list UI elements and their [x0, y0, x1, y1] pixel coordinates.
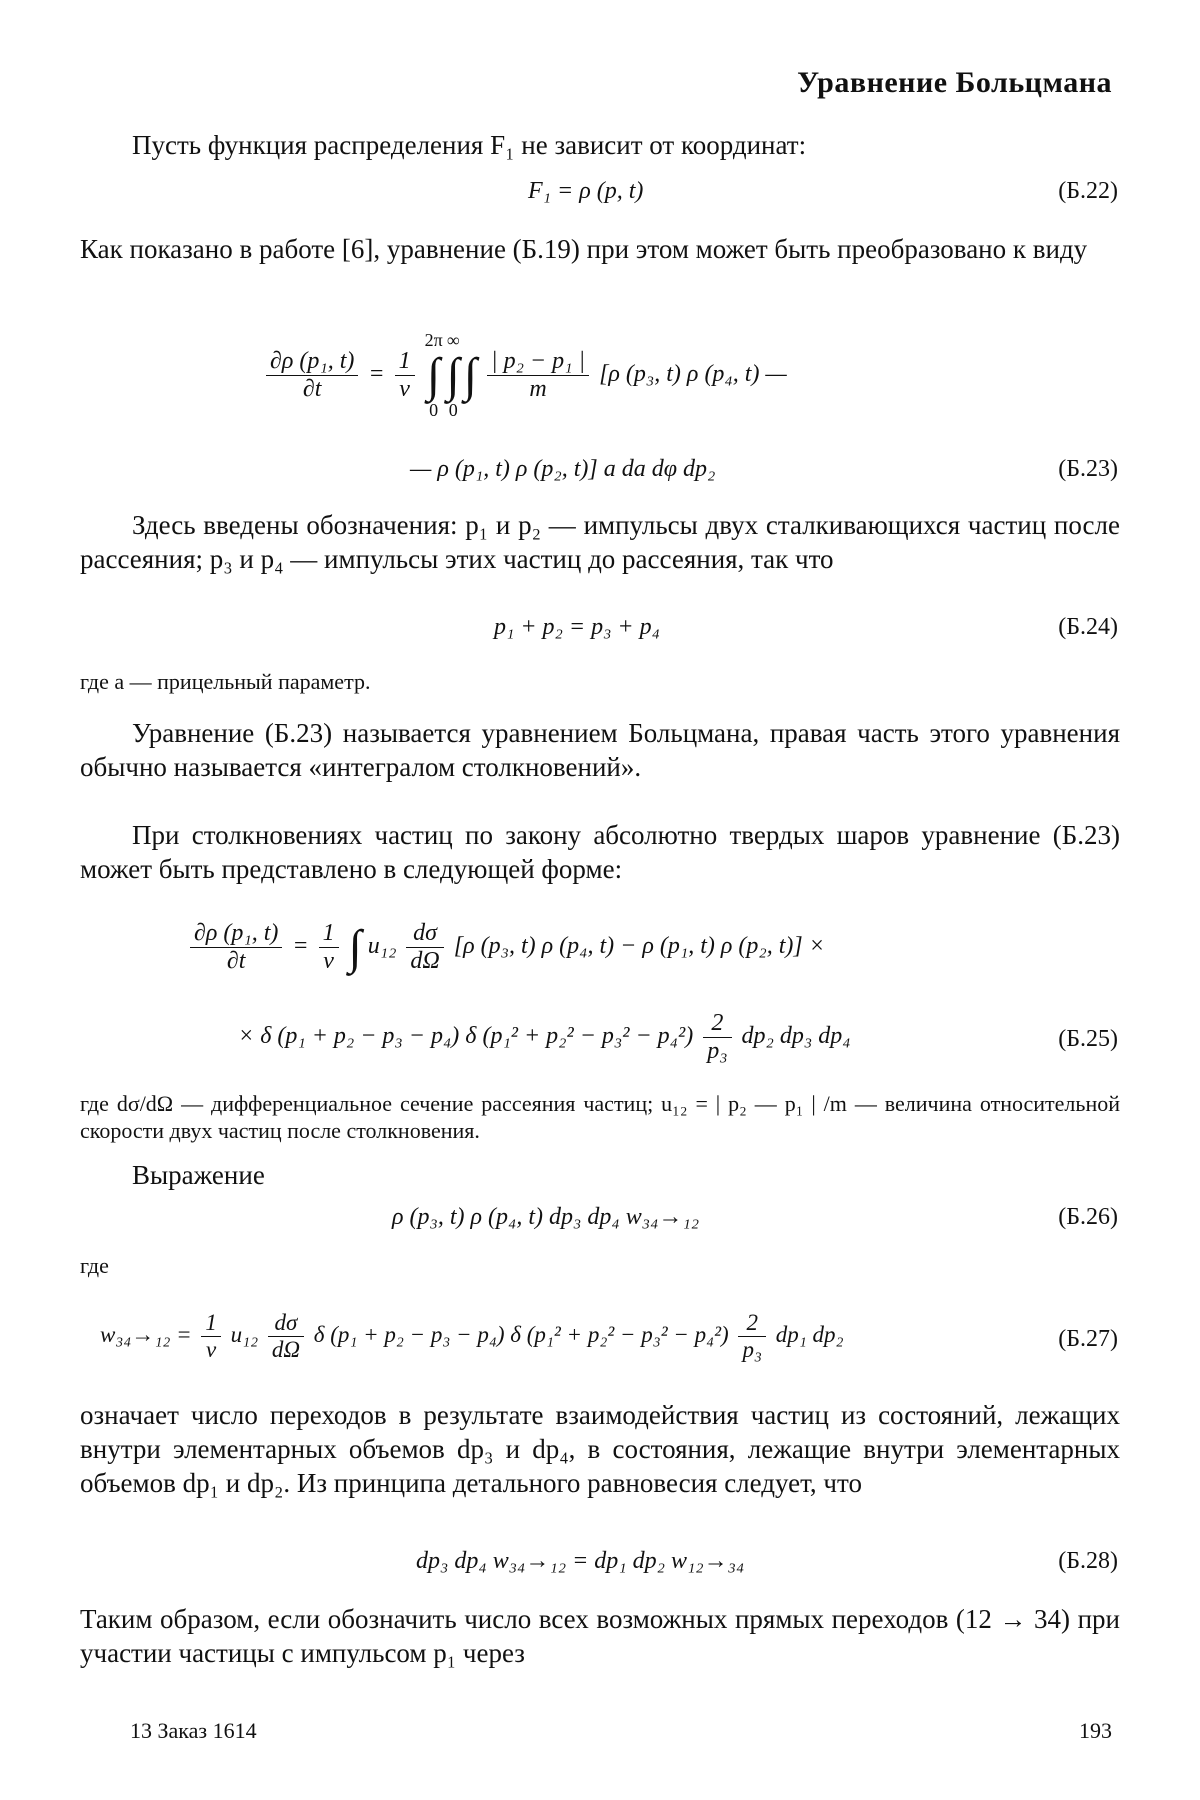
integral-sign: ∫ — [348, 920, 362, 974]
fraction-momentum: $\frac{\text{| p₂ − p₁ |}}{m}$ — [487, 348, 589, 403]
paragraph-4: где a — прицельный параметр. — [80, 669, 371, 694]
integral-limits-1: 2π ∫ 0 — [424, 330, 443, 420]
paragraph-7: где dσ/dΩ — дифференциальное сечение рассеяния частиц; u₁₂ = | p₂ — p₁ | /m — величина относительной скорости двух частиц после столкновения. — [80, 1091, 1120, 1143]
equation-b25-line1: $\frac{\text{∂ρ (p₁, t)}}{\partial t}$ = $\frac{1}{v}$ ∫ u₁₂ $\frac{d\sigma}{d\Omega}$ [ρ (p₃, t) ρ (p₄, t) − ρ (p₁, t) ρ (p₂, t)] × — [186, 920, 825, 975]
equation-b27: w₃₄→₁₂ = $\frac{1}{v}$ u₁₂ $\frac{d\sigma}{d\Omega}$ δ (p₁ + p₂ − p₃ − p₄) δ (p₁² + p₂² − p₃² − p₄²) $\frac{2}{\text{p₃}}$ dp₁ dp₂ — [100, 1310, 844, 1362]
paragraph-1: Пусть функция распределения F₁ не зависит от координат: — [132, 130, 807, 160]
equation-b28: dp₃ dp₄ w₃₄→₁₂ = dp₁ dp₂ w₁₂→₃₄ — [416, 1548, 745, 1574]
integral-sign: ∫ — [446, 348, 460, 402]
fraction-cross-section: $\frac{d\sigma}{d\Omega}$ — [406, 920, 443, 975]
fraction-lhs: $\frac{\text{∂ρ (p₁, t)}}{\partial t}$ — [266, 348, 358, 403]
equation-b23-line1: $\frac{\text{∂ρ (p₁, t)}}{\partial t}$ = $\frac{1}{v}$ 2π ∫ 0 ∞ ∫ 0 ∫ $\frac{\text{| p₂ − p₁ |}}{m}$ [ρ (p₃, t) ρ (p₄, t) — — [262, 330, 787, 421]
equation-number-b22: (Б.22) — [1058, 178, 1118, 204]
fraction-two-over-p3: $\frac{2}{\text{p₃}}$ — [703, 1010, 731, 1065]
equation-b23-line2: — ρ (p₁, t) ρ (p₂, t)] a da dφ dp₂ — [410, 456, 716, 482]
paragraph-10: означает число переходов в результате взаимодействия частиц из состояний, лежащих внутри элементарных объемов dp₃ и dp₄, в состояния, лежащие внутри элементарных объемов dp₁ и dp₂. Из принципа детального равновесия следует, что — [80, 1400, 1120, 1498]
fraction-cross-section: $\frac{d\sigma}{d\Omega}$ — [268, 1310, 304, 1363]
relative-speed-symbol: u₁₂ — [230, 1321, 259, 1347]
equation-b24: p₁ + p₂ = p₃ + p₄ — [494, 614, 660, 640]
equation-number-b23: (Б.23) — [1058, 456, 1118, 482]
paragraph-11: Таким образом, если обозначить число всех возможных прямых переходов (12 → 34) при участии частицы с импульсом p₁ через — [80, 1604, 1120, 1668]
equation-number-b26: (Б.26) — [1058, 1204, 1118, 1230]
page-number: 193 — [1079, 1718, 1112, 1743]
paragraph-3: Здесь введены обозначения: p₁ и p₂ — импульсы двух сталкивающихся частиц после рассеяния; p₃ и p₄ — импульсы этих частиц до рассеяния, так что — [80, 510, 1120, 574]
equation-b26: ρ (p₃, t) ρ (p₄, t) dp₃ dp₄ w₃₄→₁₂ — [392, 1204, 700, 1230]
fraction-coefficient: $\frac{1}{v}$ — [319, 920, 339, 975]
integral-limits-2: ∞ ∫ 0 — [446, 330, 460, 420]
equation-b23-tail: [ρ (p₃, t) ρ (p₄, t) — — [599, 361, 787, 388]
equation-b22: F₁ = ρ (p, t) — [528, 178, 644, 204]
equation-number-b27: (Б.27) — [1058, 1326, 1118, 1352]
equation-b25-tail: [ρ (p₃, t) ρ (p₄, t) − ρ (p₁, t) ρ (p₂, t)] × — [453, 933, 825, 960]
equation-b25-line2: × δ (p₁ + p₂ − p₃ − p₄) δ (p₁² + p₂² − p₃² − p₄²) $\frac{2}{\text{p₃}}$ dp₂ dp₃ dp₄ — [238, 1010, 851, 1064]
running-header: Уравнение Больцмана — [797, 66, 1112, 99]
fraction-coefficient: $\frac{1}{v}$ — [395, 348, 415, 403]
integral-sign: ∫ — [463, 348, 477, 402]
footer-signature: 13 Заказ 1614 — [130, 1718, 257, 1743]
fraction-lhs: $\frac{\text{∂ρ (p₁, t)}}{\partial t}$ — [190, 920, 282, 975]
fraction-coefficient: $\frac{1}{v}$ — [201, 1310, 221, 1363]
paragraph-5: Уравнение (Б.23) называется уравнением Больцмана, правая часть этого уравнения обычно называется «интегралом столкновений». — [80, 718, 1120, 782]
fraction-two-over-p3: $\frac{2}{\text{p₃}}$ — [738, 1310, 766, 1363]
relative-speed-symbol: u₁₂ — [367, 933, 397, 960]
equation-number-b24: (Б.24) — [1058, 614, 1118, 640]
integral-sign: ∫ — [427, 348, 441, 402]
equation-number-b28: (Б.28) — [1058, 1548, 1118, 1574]
equation-number-b25: (Б.25) — [1058, 1026, 1118, 1052]
paragraph-9: где — [80, 1253, 109, 1278]
paragraph-8: Выражение — [132, 1160, 265, 1190]
paragraph-6: При столкновениях частиц по закону абсолютно твердых шаров уравнение (Б.23) может быть представлено в следующей форме: — [80, 820, 1120, 884]
paragraph-2: Как показано в работе [6], уравнение (Б.19) при этом может быть преобразовано к виду — [80, 234, 1088, 264]
